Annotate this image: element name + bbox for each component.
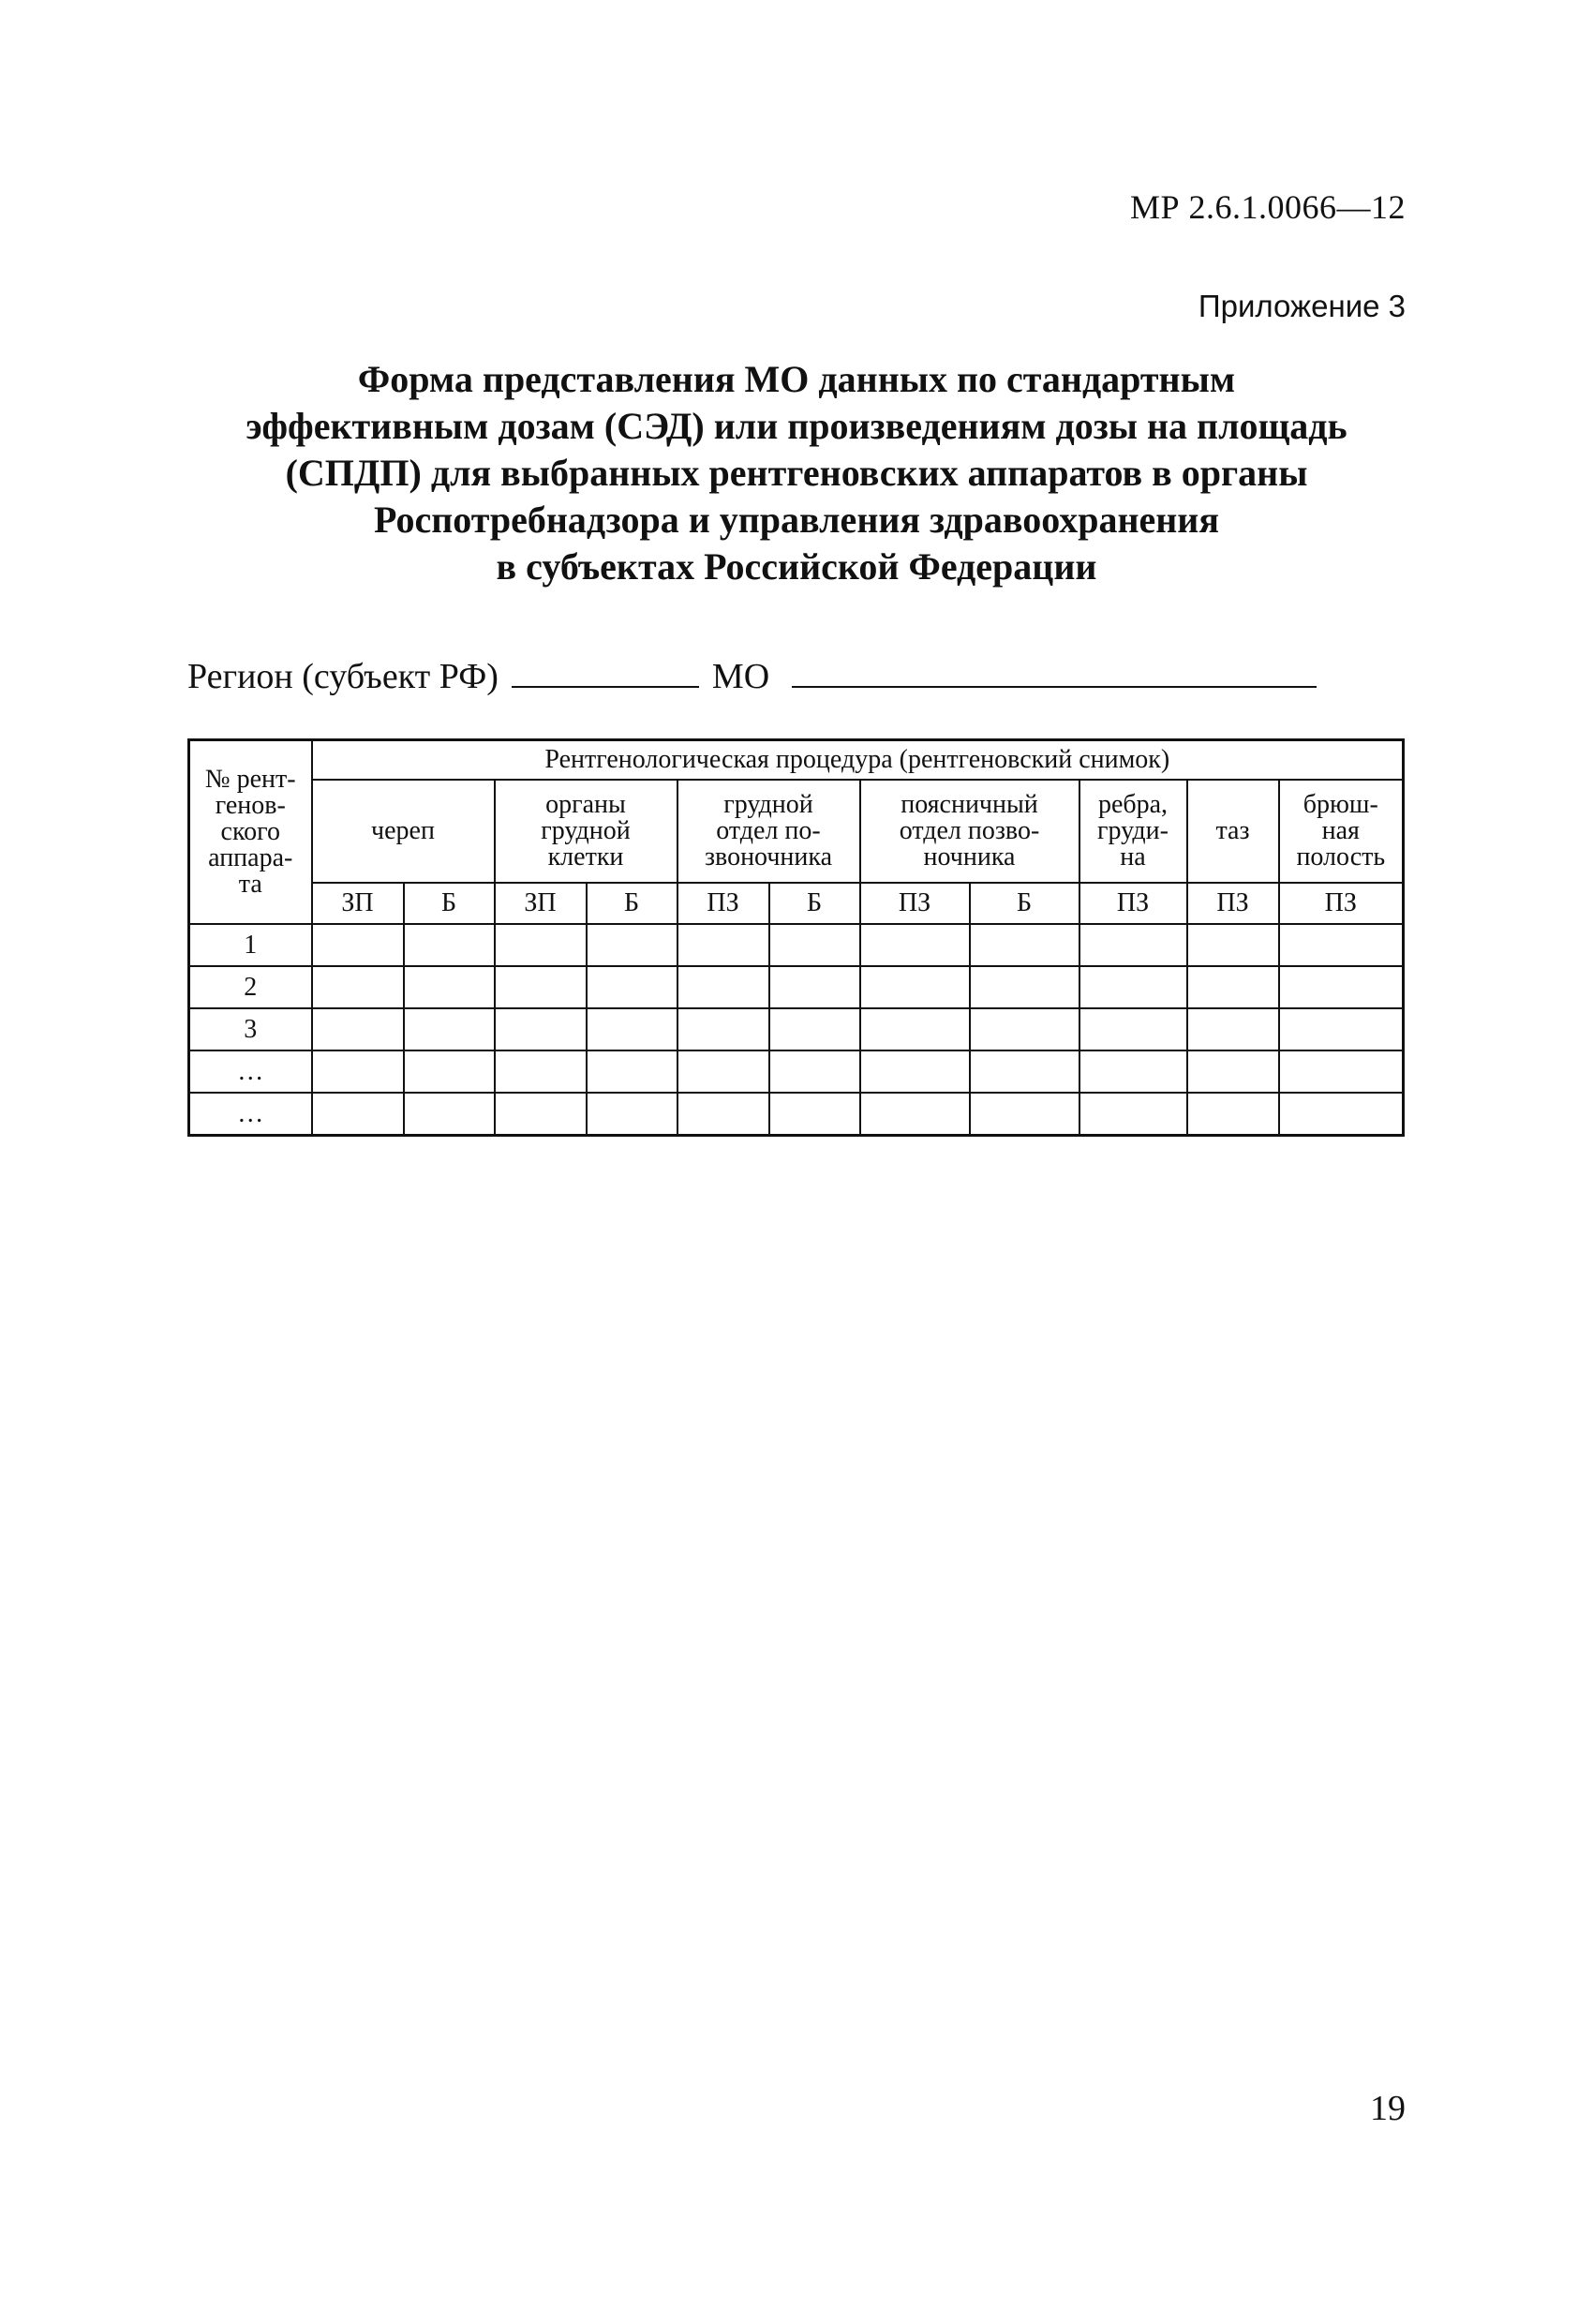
header-row-procedures bbox=[189, 780, 1404, 883]
table-cell[interactable] bbox=[1279, 1008, 1404, 1050]
projection-header: ПЗ bbox=[1187, 883, 1279, 924]
row-number: … bbox=[189, 1050, 312, 1093]
table-cell[interactable] bbox=[1079, 924, 1187, 966]
table-cell[interactable] bbox=[1079, 966, 1187, 1008]
procedure-group-header: Рентгенологическая процедура (рентгеновский снимок) bbox=[312, 740, 1404, 781]
table-cell[interactable] bbox=[312, 1093, 404, 1136]
table-cell[interactable] bbox=[404, 966, 495, 1008]
page-number: 19 bbox=[1370, 2089, 1406, 2128]
table-cell[interactable] bbox=[970, 1050, 1079, 1093]
table-cell[interactable] bbox=[970, 1008, 1079, 1050]
title-line: Роспотребнадзора и управления здравоохранения bbox=[374, 499, 1219, 541]
projection-header: Б bbox=[587, 883, 677, 924]
table-cell[interactable] bbox=[404, 1093, 495, 1136]
procedure-header-thoracic-spine: грудной отдел по- звоночника bbox=[677, 780, 860, 883]
table-cell[interactable] bbox=[404, 1008, 495, 1050]
table-cell[interactable] bbox=[495, 924, 587, 966]
table-cell[interactable] bbox=[677, 1093, 769, 1136]
table-cell[interactable] bbox=[1279, 1093, 1404, 1136]
table-cell[interactable] bbox=[495, 1093, 587, 1136]
device-number-header bbox=[189, 740, 312, 925]
table-cell[interactable] bbox=[587, 1008, 677, 1050]
table-cell[interactable] bbox=[860, 1050, 970, 1093]
table-cell[interactable] bbox=[1279, 966, 1404, 1008]
table-cell[interactable] bbox=[1187, 1093, 1279, 1136]
header-line: аппара- bbox=[208, 843, 293, 872]
table-cell[interactable] bbox=[860, 1008, 970, 1050]
procedure-header-abdomen: брюш- ная полость bbox=[1279, 780, 1404, 883]
procedure-header-skull: череп bbox=[312, 780, 495, 883]
row-number: … bbox=[189, 1093, 312, 1136]
procedure-header-pelvis: таз bbox=[1187, 780, 1279, 883]
projection-header: Б bbox=[769, 883, 860, 924]
table-cell[interactable] bbox=[312, 1008, 404, 1050]
table-cell[interactable] bbox=[587, 1093, 677, 1136]
table-cell[interactable] bbox=[1079, 1093, 1187, 1136]
table-cell[interactable] bbox=[677, 1008, 769, 1050]
projection-header: Б bbox=[970, 883, 1079, 924]
table-cell[interactable] bbox=[769, 1050, 860, 1093]
row-number: 1 bbox=[189, 924, 312, 966]
table-cell[interactable] bbox=[495, 1008, 587, 1050]
table-cell[interactable] bbox=[1079, 1050, 1187, 1093]
table-cell[interactable] bbox=[769, 966, 860, 1008]
table-cell[interactable] bbox=[495, 966, 587, 1008]
table-cell[interactable] bbox=[1187, 1050, 1279, 1093]
table-cell[interactable] bbox=[312, 966, 404, 1008]
projection-header: ПЗ bbox=[1279, 883, 1404, 924]
projection-header: ПЗ bbox=[1079, 883, 1187, 924]
table-cell[interactable] bbox=[769, 1008, 860, 1050]
table-cell[interactable] bbox=[404, 1050, 495, 1093]
table-cell[interactable] bbox=[312, 924, 404, 966]
appendix-label: Приложение 3 bbox=[1198, 289, 1406, 323]
header-row-group bbox=[189, 740, 1404, 781]
table-cell[interactable] bbox=[312, 1050, 404, 1093]
projection-header: ПЗ bbox=[860, 883, 970, 924]
table-row bbox=[189, 1008, 1404, 1050]
projection-header: ЗП bbox=[495, 883, 587, 924]
title-line: Форма представления МО данных по стандартным bbox=[357, 358, 1236, 400]
table-cell[interactable] bbox=[769, 924, 860, 966]
table-cell[interactable] bbox=[587, 1050, 677, 1093]
header-line: генов- bbox=[215, 791, 286, 820]
procedure-header-ribs-sternum: ребра, груди- на bbox=[1079, 780, 1187, 883]
table-cell[interactable] bbox=[1279, 1050, 1404, 1093]
table-cell[interactable] bbox=[970, 966, 1079, 1008]
title-line: в субъектах Российской Федерации bbox=[496, 545, 1097, 588]
header-line: та bbox=[238, 870, 262, 899]
projection-header: ПЗ bbox=[677, 883, 769, 924]
table-cell[interactable] bbox=[970, 1093, 1079, 1136]
title-line: эффективным дозам (СЭД) или произведениям дозы на площадь bbox=[246, 405, 1347, 447]
header-line: ского bbox=[220, 817, 280, 846]
table-cell[interactable] bbox=[860, 1093, 970, 1136]
document-code: МР 2.6.1.0066—12 bbox=[1129, 188, 1406, 226]
table-cell[interactable] bbox=[587, 966, 677, 1008]
row-number: 2 bbox=[189, 966, 312, 1008]
table-cell[interactable] bbox=[1187, 966, 1279, 1008]
table-row bbox=[189, 1093, 1404, 1136]
table-cell[interactable] bbox=[677, 1050, 769, 1093]
projection-header: ЗП bbox=[312, 883, 404, 924]
table-cell[interactable] bbox=[860, 924, 970, 966]
table-cell[interactable] bbox=[677, 966, 769, 1008]
table-cell[interactable] bbox=[970, 924, 1079, 966]
table-row bbox=[189, 966, 1404, 1008]
procedure-header-lumbar-spine: поясничный отдел позво- ночника bbox=[860, 780, 1079, 883]
procedure-header-chest-organs: органы грудной клетки bbox=[495, 780, 677, 883]
mo-label: МО bbox=[711, 657, 770, 696]
table-cell[interactable] bbox=[1187, 1008, 1279, 1050]
table-cell[interactable] bbox=[1079, 1008, 1187, 1050]
table-cell[interactable] bbox=[1279, 924, 1404, 966]
row-number: 3 bbox=[189, 1008, 312, 1050]
table-cell[interactable] bbox=[404, 924, 495, 966]
region-mo-line bbox=[187, 656, 1406, 697]
projection-header: Б bbox=[404, 883, 495, 924]
region-label: Регион (субъект РФ) bbox=[187, 657, 499, 696]
form-title bbox=[150, 356, 1443, 590]
mo-blank-field[interactable] bbox=[792, 658, 1317, 688]
table-cell[interactable] bbox=[1187, 924, 1279, 966]
header-row-projections bbox=[189, 883, 1404, 924]
table-cell[interactable] bbox=[769, 1093, 860, 1136]
table-cell[interactable] bbox=[587, 924, 677, 966]
header-line: № рент- bbox=[204, 765, 296, 794]
title-line: (СПДП) для выбранных рентгеновских аппаратов в органы bbox=[285, 452, 1308, 494]
region-blank-field[interactable] bbox=[512, 658, 699, 688]
table-row bbox=[189, 1050, 1404, 1093]
table-cell[interactable] bbox=[677, 924, 769, 966]
table-cell[interactable] bbox=[860, 966, 970, 1008]
procedures-table bbox=[187, 738, 1405, 1137]
table-cell[interactable] bbox=[495, 1050, 587, 1093]
table-row bbox=[189, 924, 1404, 966]
